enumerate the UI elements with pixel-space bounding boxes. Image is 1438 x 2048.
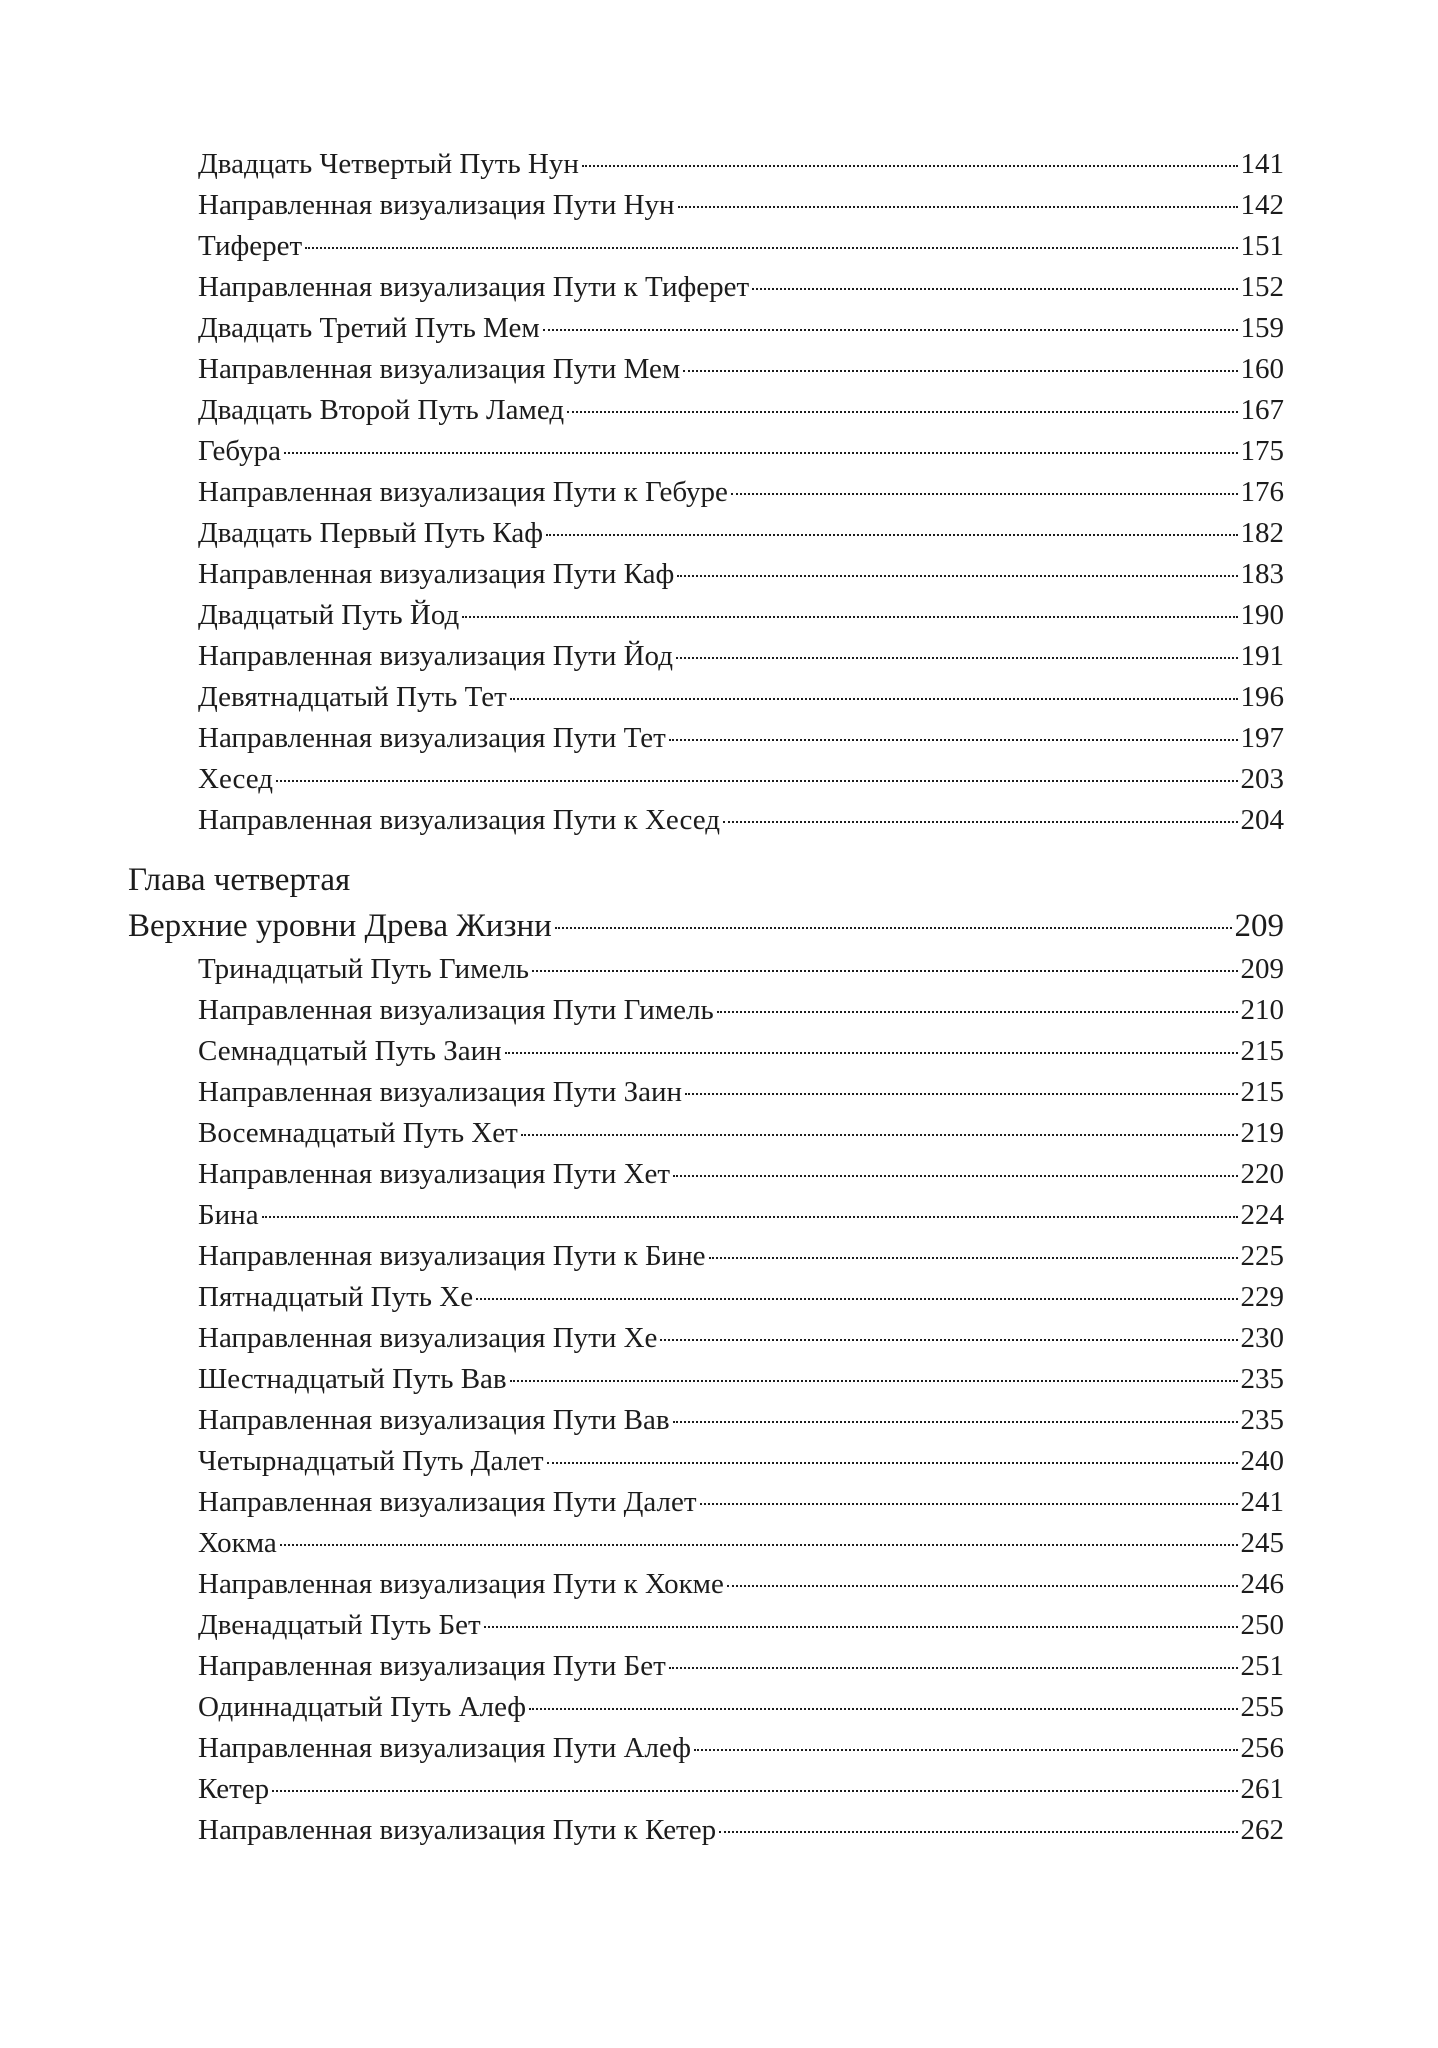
dot-leader: [532, 970, 1237, 972]
toc-entry-title: Бина: [198, 1199, 259, 1231]
toc-entry-page-number: 196: [1240, 681, 1284, 713]
toc-entry-page-number: 167: [1240, 394, 1284, 426]
toc-entry-page-number: 151: [1240, 230, 1284, 262]
toc-entry-page-number: 220: [1240, 1158, 1284, 1190]
toc-entry-title: Направленная визуализация Пути к Тиферет: [198, 271, 750, 303]
toc-entry-title: Направленная визуализация Пути Нун: [198, 189, 675, 221]
toc-entry-page-number: 230: [1240, 1322, 1284, 1354]
toc-entry-title: Пятнадцатый Путь Хе: [198, 1281, 474, 1313]
toc-entry-title: Двадцать Первый Путь Каф: [198, 517, 543, 549]
dot-leader: [685, 1093, 1237, 1095]
toc-entry-page-number: 176: [1240, 476, 1284, 508]
dot-leader: [510, 698, 1238, 700]
toc-entry-page-number: 229: [1240, 1281, 1284, 1313]
toc-entry[interactable]: [128, 308, 1284, 349]
toc-entry[interactable]: [128, 1113, 1284, 1154]
dot-leader: [676, 657, 1238, 659]
dot-leader: [543, 329, 1238, 331]
toc-entry[interactable]: [128, 1441, 1284, 1482]
toc-entry[interactable]: [128, 990, 1284, 1031]
toc-entry-title: Шестнадцатый Путь Вав: [198, 1363, 507, 1395]
toc-entry-title: Направленная визуализация Пути Бет: [198, 1650, 666, 1682]
toc-entry-title: Направленная визуализация Пути к Гебуре: [198, 476, 728, 508]
toc-entry[interactable]: [128, 1359, 1284, 1400]
dot-leader: [484, 1626, 1238, 1628]
dot-leader: [683, 370, 1237, 372]
toc-entry[interactable]: [128, 1687, 1284, 1728]
dot-leader: [510, 1380, 1238, 1382]
toc-entry[interactable]: [128, 1400, 1284, 1441]
toc-entry-page-number: 203: [1240, 763, 1284, 795]
dot-leader: [284, 452, 1238, 454]
dot-leader: [727, 1585, 1238, 1587]
dot-leader: [669, 1667, 1238, 1669]
chapter-four-entries: [128, 949, 1284, 1851]
toc-entry[interactable]: [128, 1072, 1284, 1113]
toc-entry-page-number: 224: [1240, 1199, 1284, 1231]
chapter-page-number: 209: [1234, 908, 1284, 944]
toc-entry[interactable]: [128, 1810, 1284, 1851]
toc-entry-title: Девятнадцатый Путь Тет: [198, 681, 507, 713]
toc-entry-title: Направленная визуализация Пути Вав: [198, 1404, 670, 1436]
toc-entry-title: Хесед: [198, 763, 274, 795]
dot-leader: [717, 1011, 1238, 1013]
toc-entry-title: Направленная визуализация Пути к Хокме: [198, 1568, 724, 1600]
toc-entry-title: Четырнадцатый Путь Далет: [198, 1445, 544, 1477]
toc-entry-page-number: 251: [1240, 1650, 1284, 1682]
dot-leader: [546, 534, 1238, 536]
toc-entry-page-number: 152: [1240, 271, 1284, 303]
toc-entry[interactable]: [128, 226, 1284, 267]
toc-entry-title: Направленная визуализация Пути Мем: [198, 353, 681, 385]
chapter-title-row[interactable]: [128, 903, 1284, 949]
toc-entry-title: Гебура: [198, 435, 281, 467]
toc-entry[interactable]: [128, 554, 1284, 595]
toc-entry-page-number: 141: [1240, 148, 1284, 180]
dot-leader: [669, 739, 1238, 741]
toc-entry-title: Направленная визуализация Пути к Бине: [198, 1240, 706, 1272]
toc-entry[interactable]: [128, 800, 1284, 841]
toc-entry-page-number: 235: [1240, 1363, 1284, 1395]
chapter-title: Верхние уровни Древа Жизни: [128, 908, 552, 944]
toc-entry-title: Одиннадцатый Путь Алеф: [198, 1691, 527, 1723]
dot-leader: [505, 1052, 1238, 1054]
toc-entry-page-number: 219: [1240, 1117, 1284, 1149]
toc-entry-page-number: 235: [1240, 1404, 1284, 1436]
dot-leader: [567, 411, 1237, 413]
toc-entry-page-number: 210: [1240, 994, 1284, 1026]
toc-entry-page-number: 183: [1240, 558, 1284, 590]
dot-leader: [276, 780, 1237, 782]
toc-entry[interactable]: [128, 1523, 1284, 1564]
toc-entry-title: Двадцать Четвертый Путь Нун: [198, 148, 579, 180]
dot-leader: [280, 1544, 1238, 1546]
toc-entry-title: Семнадцатый Путь Заин: [198, 1035, 502, 1067]
toc-entry-title: Двадцать Второй Путь Ламед: [198, 394, 565, 426]
toc-entry-page-number: 246: [1240, 1568, 1284, 1600]
toc-entry[interactable]: [128, 1318, 1284, 1359]
toc-entry-title: Кетер: [198, 1773, 270, 1805]
toc-entry-page-number: 182: [1240, 517, 1284, 549]
toc-entry-title: Хокма: [198, 1527, 277, 1559]
chapter-label: Глава четвертая: [128, 862, 351, 898]
toc-entry-page-number: 191: [1240, 640, 1284, 672]
dot-leader: [272, 1790, 1237, 1792]
toc-entry-title: Направленная визуализация Пути Хет: [198, 1158, 671, 1190]
toc-entry-title: Тиферет: [198, 230, 303, 262]
toc-entry-page-number: 175: [1240, 435, 1284, 467]
toc-entry-title: Направленная визуализация Пути Гимель: [198, 994, 714, 1026]
toc-entry[interactable]: [128, 513, 1284, 554]
toc-entry[interactable]: [128, 677, 1284, 718]
dot-leader: [660, 1339, 1237, 1341]
toc-entry-title: Направленная визуализация Пути Заин: [198, 1076, 683, 1108]
toc-section-continued: [128, 144, 1284, 841]
toc-entry[interactable]: [128, 185, 1284, 226]
toc-chapter-four: [128, 857, 1284, 1851]
toc-entry-page-number: 142: [1240, 189, 1284, 221]
toc-entry-page-number: 159: [1240, 312, 1284, 344]
dot-leader: [521, 1134, 1238, 1136]
toc-entry[interactable]: [128, 349, 1284, 390]
toc-entry[interactable]: [128, 1031, 1284, 1072]
toc-entry-title: Направленная визуализация Пути Каф: [198, 558, 675, 590]
toc-entry-title: Направленная визуализация Пути к Кетер: [198, 1814, 717, 1846]
toc-entry[interactable]: [128, 1605, 1284, 1646]
toc-entry-title: Двадцатый Путь Йод: [198, 599, 460, 631]
toc-entry-page-number: 240: [1240, 1445, 1284, 1477]
toc-entry[interactable]: [128, 1769, 1284, 1810]
dot-leader: [723, 821, 1238, 823]
toc-entry-page-number: 197: [1240, 722, 1284, 754]
dot-leader: [752, 288, 1237, 290]
toc-entry-page-number: 204: [1240, 804, 1284, 836]
dot-leader: [555, 927, 1232, 929]
dot-leader: [731, 493, 1238, 495]
dot-leader: [529, 1708, 1237, 1710]
toc-entry[interactable]: [128, 267, 1284, 308]
toc-entry[interactable]: [128, 1154, 1284, 1195]
dot-leader: [678, 206, 1238, 208]
dot-leader: [476, 1298, 1237, 1300]
toc-entry-page-number: 215: [1240, 1076, 1284, 1108]
toc-entry-page-number: 215: [1240, 1035, 1284, 1067]
dot-leader: [582, 165, 1238, 167]
dot-leader: [673, 1175, 1237, 1177]
toc-entry-title: Направленная визуализация Пути Далет: [198, 1486, 697, 1518]
toc-entry[interactable]: [128, 595, 1284, 636]
toc-entry[interactable]: [128, 636, 1284, 677]
toc-entry-title: Направленная визуализация Пути Тет: [198, 722, 666, 754]
toc-entry-page-number: 225: [1240, 1240, 1284, 1272]
toc-entry-title: Тринадцатый Путь Гимель: [198, 953, 530, 985]
toc-entry-page-number: 209: [1240, 953, 1284, 985]
toc-entry[interactable]: [128, 1236, 1284, 1277]
dot-leader: [677, 575, 1237, 577]
dot-leader: [262, 1216, 1238, 1218]
toc-entry[interactable]: [128, 718, 1284, 759]
toc-entry-page-number: 261: [1240, 1773, 1284, 1805]
toc-entry-page-number: 255: [1240, 1691, 1284, 1723]
dot-leader: [305, 247, 1237, 249]
toc-entry-page-number: 160: [1240, 353, 1284, 385]
toc-entry-title: Направленная визуализация Пути Алеф: [198, 1732, 692, 1764]
toc-entry[interactable]: [128, 1482, 1284, 1523]
toc-entry[interactable]: [128, 1646, 1284, 1687]
toc-entry-page-number: 256: [1240, 1732, 1284, 1764]
toc-entry-page-number: 241: [1240, 1486, 1284, 1518]
toc-entry[interactable]: [128, 1277, 1284, 1318]
toc-entry-title: Направленная визуализация Пути Хе: [198, 1322, 658, 1354]
dot-leader: [694, 1749, 1237, 1751]
toc-entry[interactable]: [128, 759, 1284, 800]
dot-leader: [462, 616, 1237, 618]
toc-entry[interactable]: [128, 1728, 1284, 1769]
dot-leader: [673, 1421, 1238, 1423]
dot-leader: [547, 1462, 1238, 1464]
toc-entry[interactable]: [128, 1195, 1284, 1236]
toc-entry[interactable]: [128, 144, 1284, 185]
toc-entry-title: Двенадцатый Путь Бет: [198, 1609, 481, 1641]
toc-entry-page-number: 245: [1240, 1527, 1284, 1559]
dot-leader: [709, 1257, 1238, 1259]
toc-entry[interactable]: [128, 1564, 1284, 1605]
toc-entry-title: Направленная визуализация Пути к Хесед: [198, 804, 720, 836]
toc-entry-page-number: 250: [1240, 1609, 1284, 1641]
toc-entry-page-number: 262: [1240, 1814, 1284, 1846]
toc-entry-title: Направленная визуализация Пути Йод: [198, 640, 673, 672]
dot-leader: [719, 1831, 1237, 1833]
toc-entry[interactable]: [128, 949, 1284, 990]
toc-entry-page-number: 190: [1240, 599, 1284, 631]
toc-entry-title: Восемнадцатый Путь Хет: [198, 1117, 518, 1149]
toc-entry[interactable]: [128, 472, 1284, 513]
toc-entry-title: Двадцать Третий Путь Мем: [198, 312, 540, 344]
toc-entry[interactable]: [128, 431, 1284, 472]
dot-leader: [700, 1503, 1238, 1505]
toc-entry[interactable]: [128, 390, 1284, 431]
